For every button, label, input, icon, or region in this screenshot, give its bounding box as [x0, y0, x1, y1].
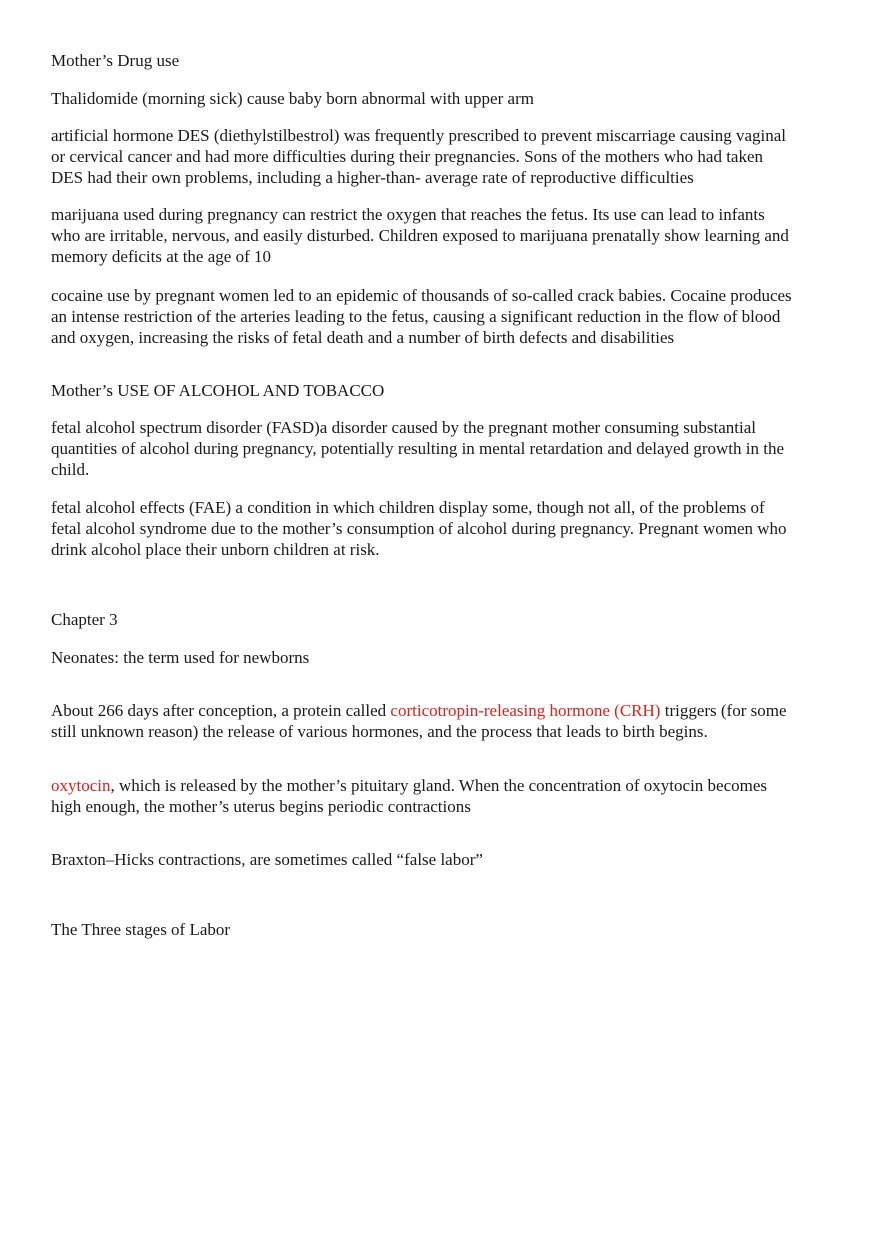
paragraph-oxytocin [51, 775, 851, 817]
heading-text: Mother’s USE OF ALCOHOL AND TOBACCO [51, 381, 385, 400]
paragraph-fae [51, 497, 851, 560]
line: drink alcohol place their unborn children at risk. [51, 540, 380, 559]
line: still unknown reason) the release of various hormones, and the process that leads to birth begins. [51, 722, 708, 741]
line: marijuana used during pregnancy can restrict the oxygen that reaches the fetus. Its use can lead to infants [51, 205, 765, 224]
line: high enough, the mother’s uterus begins periodic contractions [51, 797, 471, 816]
heading-text: Mother’s Drug use [51, 51, 180, 70]
line: quantities of alcohol during pregnancy, potentially resulting in mental retardation and delayed growth in the [51, 439, 784, 458]
line: or cervical cancer and had more difficulties during their pregnancies. Sons of the mothers who had taken [51, 147, 764, 166]
heading-chapter [51, 609, 851, 630]
heading-drug-use [51, 50, 851, 71]
paragraph-thalidomide [51, 88, 851, 109]
line: DES had their own problems, including a higher-than- average rate of reproductive difficulties [51, 168, 694, 187]
line: fetal alcohol effects (FAE) a condition in which children display some, though not all, of the problems of [51, 498, 765, 517]
paragraph-crh [51, 700, 851, 742]
line: fetal alcohol spectrum disorder (FASD)a disorder caused by the pregnant mother consuming substantial [51, 418, 757, 437]
line: who are irritable, nervous, and easily disturbed. Children exposed to marijuana prenatally show learning and [51, 226, 789, 245]
paragraph-neonates [51, 647, 851, 668]
line: an intense restriction of the arteries leading to the fetus, causing a significant reduction in the flow of blood [51, 307, 781, 326]
paragraph-fasd [51, 417, 851, 480]
line: fetal alcohol syndrome due to the mother’s consumption of alcohol during pregnancy. Pregnant women who [51, 519, 787, 538]
highlighted-term: corticotropin-releasing hormone (CRH) [390, 701, 661, 720]
line: child. [51, 460, 90, 479]
line: cocaine use by pregnant women led to an epidemic of thousands of so-called crack babies. Cocaine produces [51, 286, 792, 305]
text: , which is released by the mother’s pituitary gland. When the concentration of oxytocin becomes [110, 776, 768, 795]
line [51, 775, 851, 796]
line: memory deficits at the age of 10 [51, 247, 271, 266]
paragraph-des [51, 125, 851, 188]
heading-text: Chapter 3 [51, 610, 118, 629]
paragraph-marijuana [51, 204, 851, 267]
paragraph-braxton-hicks [51, 849, 851, 870]
highlighted-term: oxytocin [51, 776, 111, 795]
heading-stages-of-labor [51, 919, 851, 940]
line [51, 700, 851, 721]
line: artificial hormone DES (diethylstilbestrol) was frequently prescribed to prevent miscarriage causing vaginal [51, 126, 787, 145]
line: Thalidomide (morning sick) cause baby born abnormal with upper arm [51, 89, 534, 108]
line: and oxygen, increasing the risks of fetal death and a number of birth defects and disabilities [51, 328, 675, 347]
text: triggers (for some [660, 701, 787, 720]
heading-alcohol-tobacco [51, 380, 851, 401]
text: About 266 days after conception, a protein called [51, 701, 391, 720]
line: Neonates: the term used for newborns [51, 648, 310, 667]
line: Braxton–Hicks contractions, are sometimes called “false labor” [51, 850, 483, 869]
heading-text: The Three stages of Labor [51, 920, 231, 939]
paragraph-cocaine [51, 285, 851, 348]
